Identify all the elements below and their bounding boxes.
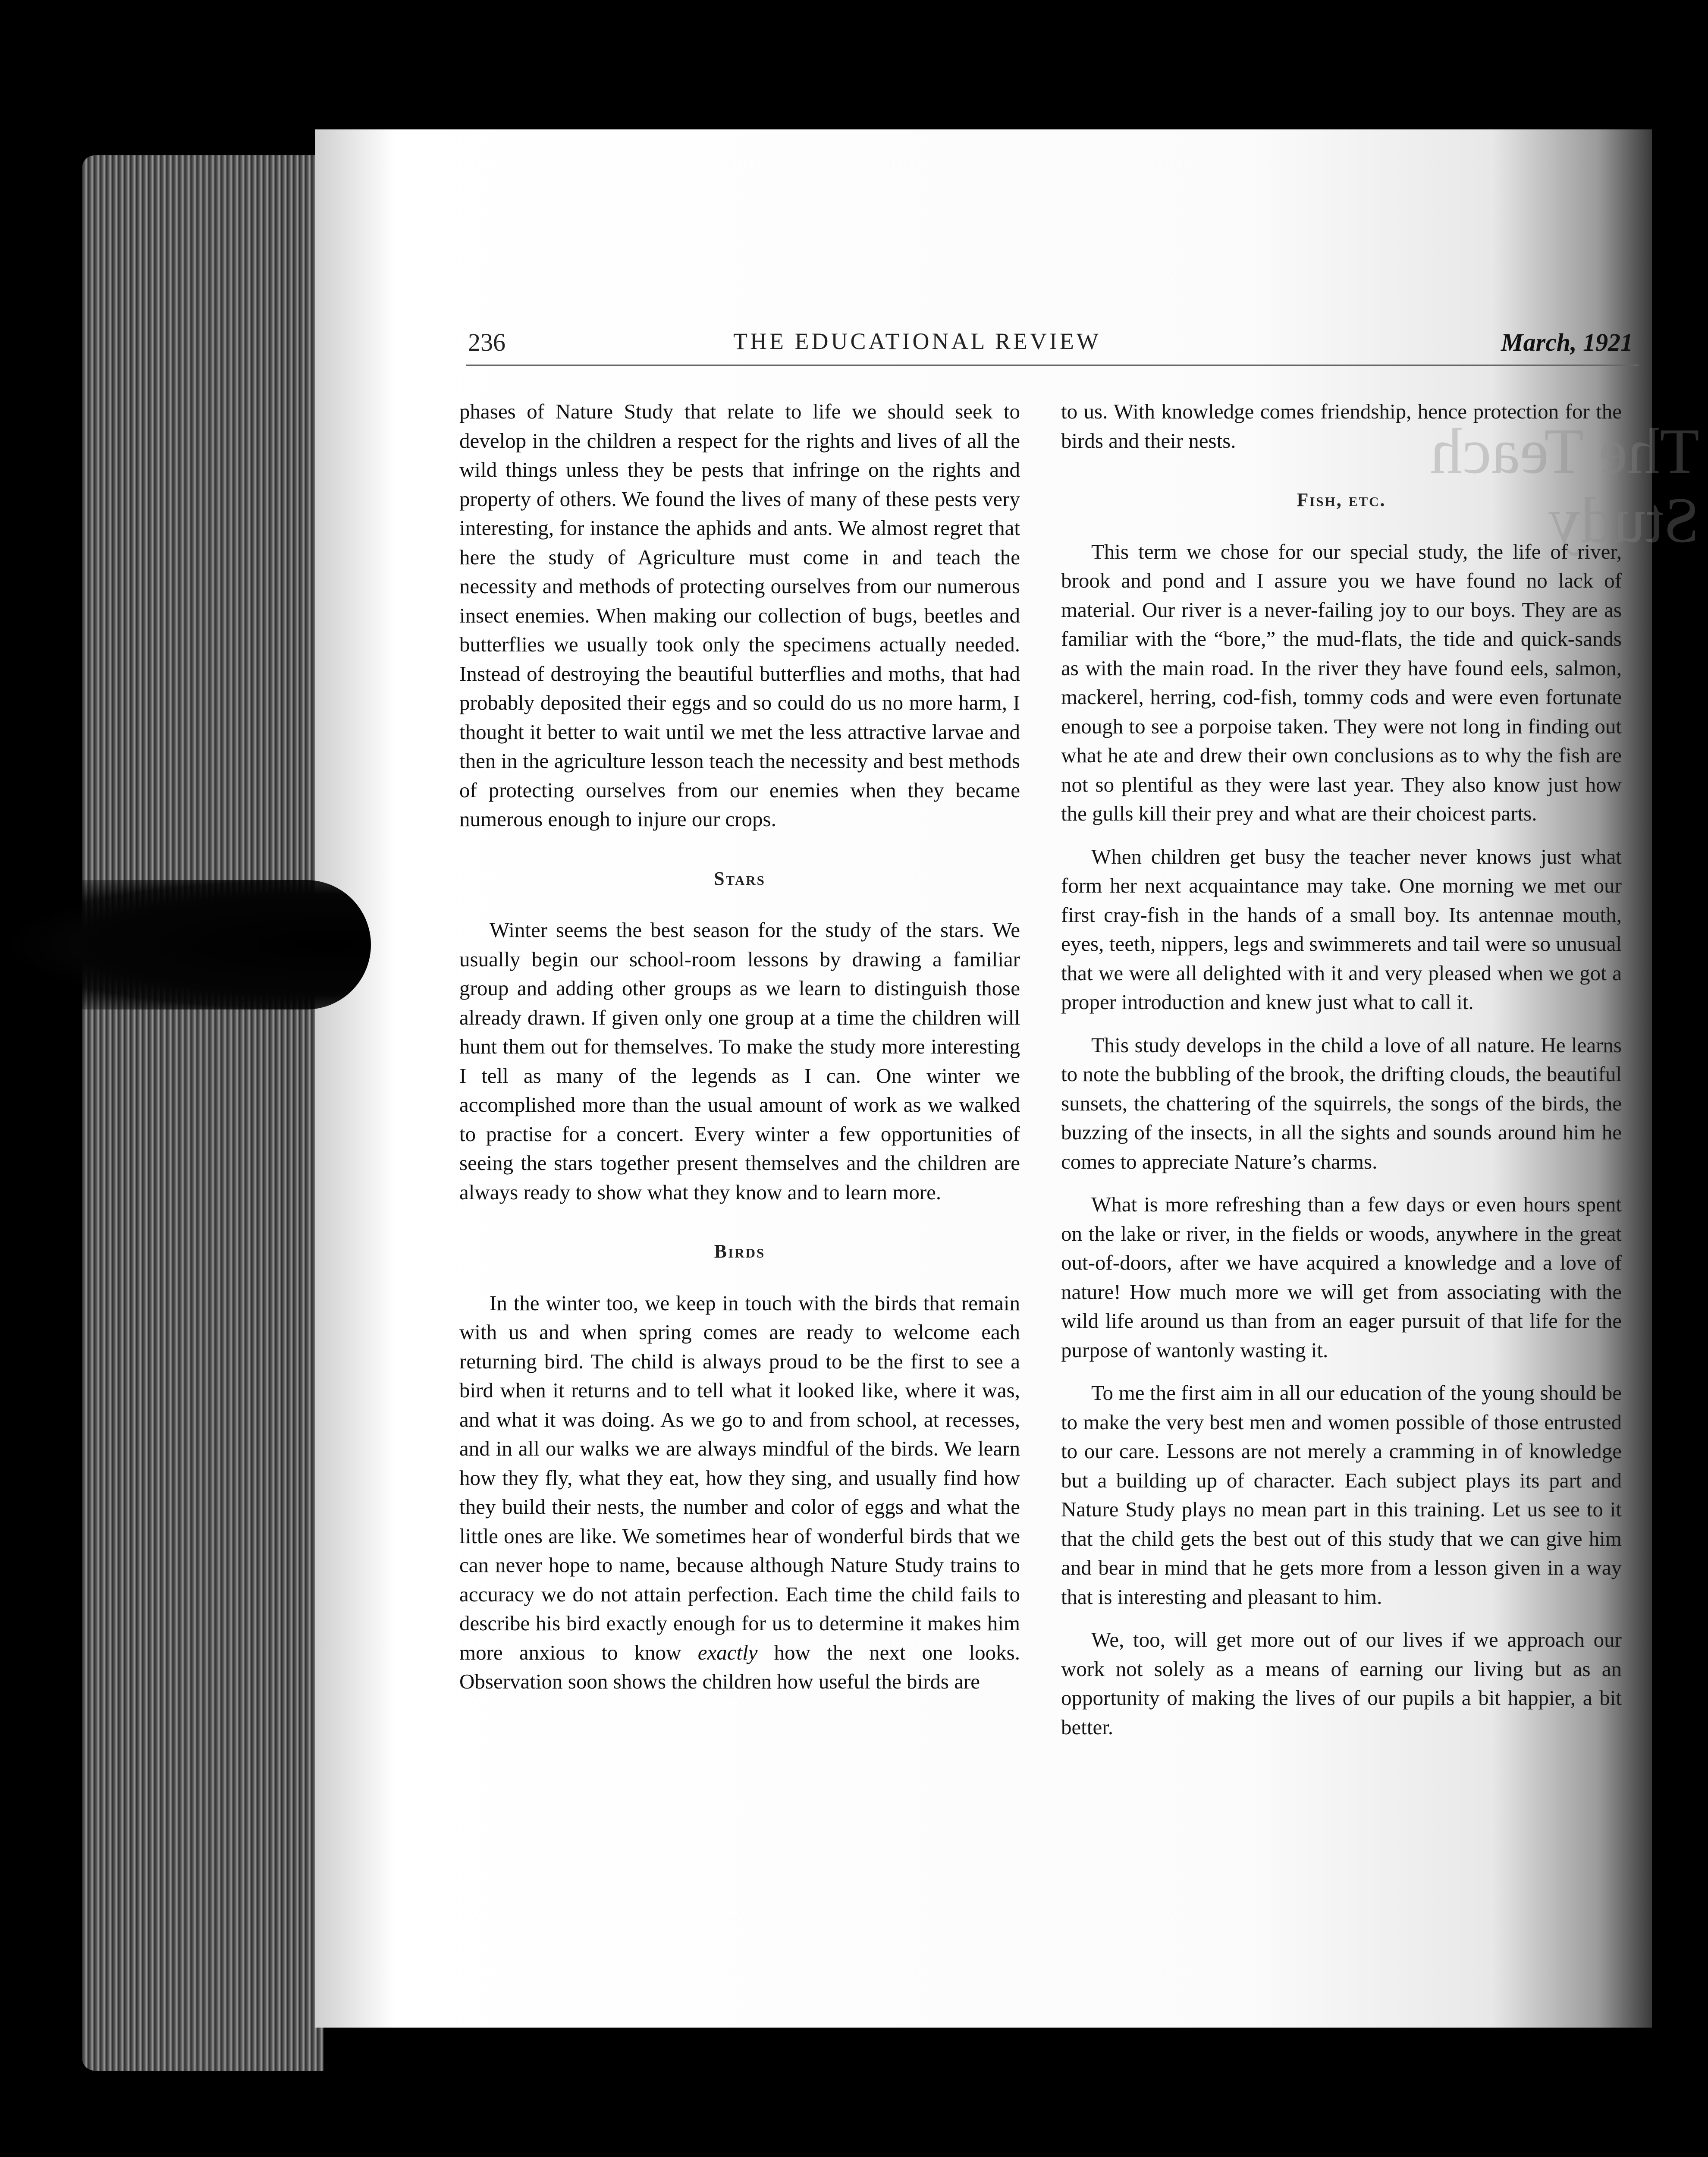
paragraph (459, 1289, 1020, 1696)
right-text-column (1061, 397, 1622, 1742)
left-text-column (459, 397, 1020, 1696)
paragraph: phases of Nature Study that relate to life we should seek to develop in the children a respect for the rights and lives of all the wild things unless they be pests that infringe on the rights and property of others. We found the lives of many of these pests very interesting, for instance the aphids and ants. We almost regret that here the study of Agriculture must come in and teach the necessity and methods of protecting ourselves from our numerous insect enemies. When making our collection of bugs, beetles and butterflies we usually took only the specimens actually needed. Instead of destroying the beautiful butterflies and moths, that had probably deposited their eggs and so could do us no more harm, I thought it better to wait until we met the less attractive larvae and then in the agriculture lesson teach the necessity and best methods of protecting ourselves from our enemies when they became numerous enough to injure our crops. (459, 399, 1020, 831)
thumb-shadow (0, 880, 371, 1009)
section-heading-fish: Fish, etc. (1297, 489, 1386, 510)
page-number: 236 (468, 328, 505, 356)
header-rule (466, 365, 1639, 366)
section-heading-stars: Stars (714, 868, 766, 889)
book-fore-edge (82, 155, 323, 2071)
paragraph: When children get busy the teacher never knows just what form her next acquaintance may take. One morning we met our first cray-fish in the hands of a small boy. Its antennae mouth, eyes, teeth, nippers, legs and swimmerets and tail were so unusual that we were all delighted with it and very pleased when we got a proper introduction and knew just what to call it. (1061, 844, 1622, 1014)
paragraph: Winter seems the best season for the study of the stars. We usually begin our school-room lessons by drawing a familiar group and adding other groups as we learn to distinguish those already drawn. If given only one group at a time the children will hunt them out for themselves. To make the study more interesting I tell as many of the legends as I can. One winter we accomplished more than the usual amount of work as we walked to practise for a concert. Every winter a few opportunities of seeing the stars together present themselves and the children are always ready to show what they know and to learn more. (459, 918, 1020, 1204)
bleed-through-text: The Teach (1430, 415, 1699, 487)
running-title: THE EDUCATIONAL REVIEW (733, 328, 1101, 354)
bleed-through-text: Study (1548, 484, 1699, 556)
text-run: how the next one looks. Observation soon shows the children how useful the birds are (459, 1640, 1020, 1693)
paragraph: This term we chose for our special study, the life of river, brook and pond and I assure you we have found no lack of material. Our river is a never-failing joy to our boys. They are as familiar with the “bore,” the mud-flats, the tide and quick-sands as with the main road. In the river they have found eels, salmon, mackerel, herring, cod-fish, tommy cods and were even fortunate enough to see a porpoise taken. They were not long in finding out what he ate and drew their own conclusions as to why the fish are not so plentiful as they were last year. They also know just how the gulls kill their prey and what are their choicest parts. (1061, 539, 1622, 825)
paragraph: to us. With knowledge comes friendship, hence protection for the birds and their nests. (1061, 399, 1622, 453)
paragraph: This study develops in the child a love of all nature. He learns to note the bubbling of the brook, the drifting clouds, the beautiful sunsets, the chattering of the squirrels, the songs of the birds, the buzzing of the insects, in all the sights and sounds around him he comes to appreciate Nature’s charms. (1061, 1033, 1622, 1173)
paragraph: What is more refreshing than a few days or even hours spent on the lake or river, in the fields or woods, anywhere in the great out-of-doors, after we have acquired a knowledge and a love of nature! How much more we will get from associating with the wild life around us than from an eager pursuit of that life for the purpose of wantonly wasting it. (1061, 1192, 1622, 1362)
text-run: In the winter too, we keep in touch with the birds that remain with us and when spring comes are ready to welcome each returning bird. The child is always proud to be the first to see a bird when it returns and to tell what it looked like, where it was, and what it was doing. As we go to and from school, at recesses, and in all our walks we are always mindful of the birds. We learn how they fly, what they eat, how they sing, and usually find how they build their nests, the number and color of eggs and what the little ones are like. We sometimes hear of wonderful birds that we can never hope to name, because although Nature Study trains to accuracy we do not attain perfection. Each time the child fails to describe his bird exactly enough for us to determine it makes him more anxious to know (459, 1291, 1020, 1664)
issue-date: March, 1921 (1501, 328, 1633, 356)
paragraph: To me the first aim in all our education of the young should be to make the very best men and women possible of those entrusted to our care. Lessons are not merely a cramming in of knowledge but a building up of character. Each subject plays its part and Nature Study plays no mean part in this training. Let us see to it that the child gets the best out of this study that we can give him and bear in mind that he gets more from a lesson given in a way that is interesting and pleasant to him. (1061, 1381, 1622, 1609)
paragraph: We, too, will get more out of our lives if we approach our work not solely as a means of earning our living but as an opportunity of making the lives of our pupils a bit happier, a bit better. (1061, 1628, 1622, 1739)
section-heading-birds: Birds (714, 1241, 766, 1262)
emphasized-word: exactly (697, 1640, 758, 1664)
